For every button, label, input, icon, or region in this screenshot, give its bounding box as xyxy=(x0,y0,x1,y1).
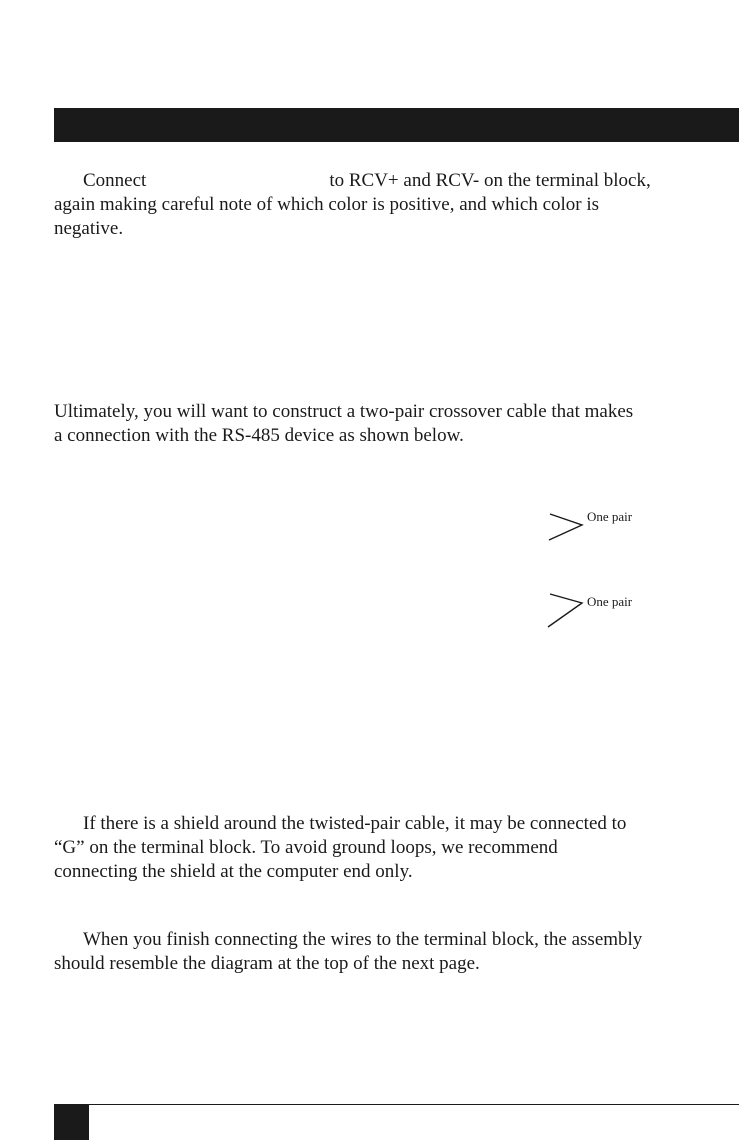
one-pair-label-2: One pair xyxy=(587,594,633,609)
paragraph-connect-rcv xyxy=(54,169,651,241)
bracket-line xyxy=(549,514,582,540)
pair-bracket-2 xyxy=(546,592,586,630)
page-number-tab xyxy=(54,1104,89,1140)
paragraph-crossover-cable xyxy=(54,400,633,448)
pair-bracket-1 xyxy=(546,512,586,542)
paragraph-line: When you finish connecting the wires to the terminal block, the assembly xyxy=(83,929,643,950)
one-pair-label-1: One pair xyxy=(587,509,633,524)
paragraph-line: negative. xyxy=(54,218,124,239)
connect-rest-text: to RCV+ and RCV- on the terminal block, xyxy=(329,170,651,191)
section-header-bar xyxy=(54,108,739,142)
paragraph-finish-wiring xyxy=(54,928,642,976)
bracket-line xyxy=(548,594,582,627)
paragraph-line: If there is a shield around the twisted-pair cable, it may be connected to xyxy=(83,813,627,834)
paragraph-line: connecting the shield at the computer end only. xyxy=(54,861,413,882)
paragraph-line: again making careful note of which color is positive, and which color is xyxy=(54,194,600,215)
paragraph-line: Ultimately, you will want to construct a two-pair crossover cable that makes xyxy=(54,401,634,422)
paragraph-line: a connection with the RS-485 device as shown below. xyxy=(54,425,464,446)
paragraph-line: should resemble the diagram at the top of the next page. xyxy=(54,953,480,974)
paragraph-shield xyxy=(54,812,626,884)
paragraph-line xyxy=(54,169,651,193)
connect-lead-text: Connect xyxy=(83,170,147,191)
footer-rule xyxy=(89,1104,739,1105)
paragraph-line: “G” on the terminal block. To avoid ground loops, we recommend xyxy=(54,837,558,858)
